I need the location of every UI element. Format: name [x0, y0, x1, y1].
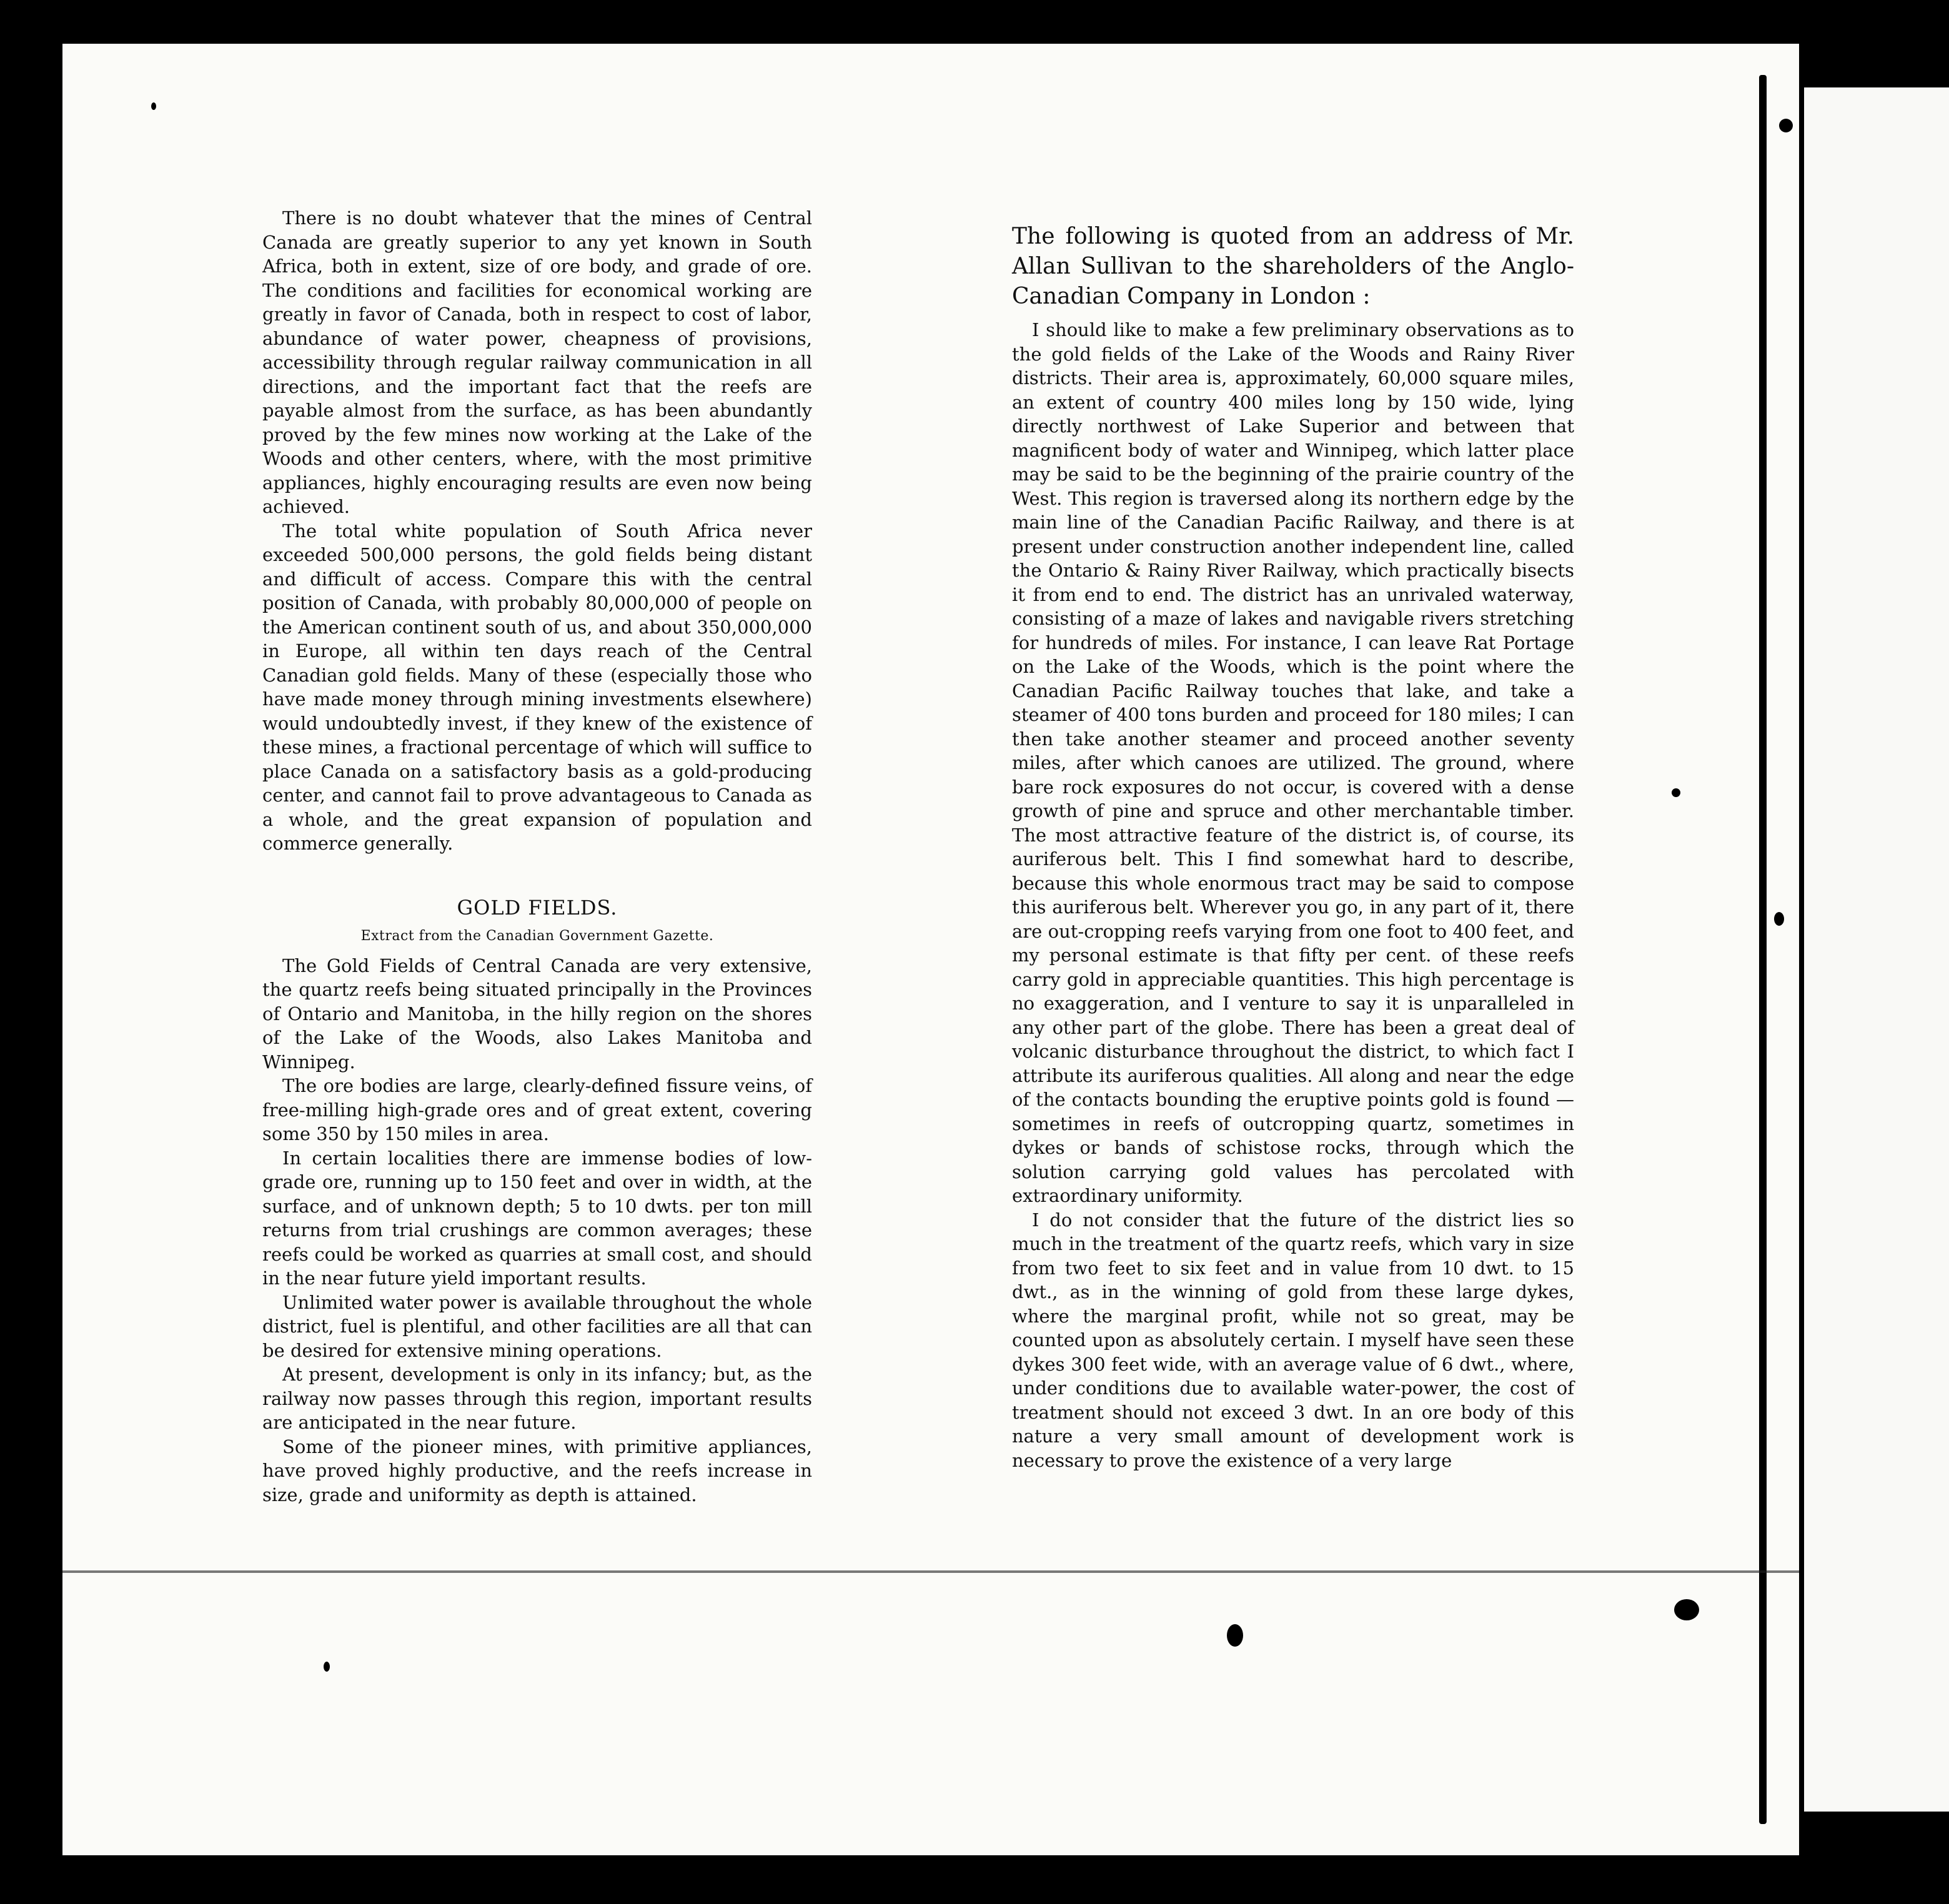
section-paragraph-6: Some of the pioneer mines, with primitive appliances, have proved highly productive, and the reefs increase in size, grade and uniformity as depth is attained.: [262, 1435, 812, 1505]
left-paragraph-1: There is no doubt whatever that the mines of Central Canada are greatly superior to any yet known in South Africa, both in extent, size of ore body, and grade of ore. The conditions and facilities for economical working are greatly in favor of Canada, both in respect to cost of labor, abundance of water power, cheapness of provisions, accessibility through regular railway communication in all directions, and the important fact that the reefs are payable almost from the surface, as has been abundantly proved by the few mines now working at the Lake of the Woods and other centers, where, with the most primitive appliances, highly encouraging results are even now being achieved.: [262, 207, 812, 517]
section-paragraph-3: In certain localities there are immense bodies of low-grade ore, running up to 150 feet and over in width, at the surface, and of unknown depth; 5 to 10 dwts. per ton mill returns from trial crushings are common averages; these reefs could be worked as quarries at small cost, and should in the near future yield important results.: [262, 1147, 812, 1289]
right-paragraph-2: I do not consider that the future of the district lies so much in the treatment of the quartz reefs, which vary in size from two feet to six feet and in value from 10 dwt. to 15 dwt., as in the winning of gold from these large dykes, where the marginal profit, while not so great, may be counted upon as absolutely certain. I myself have seen these dykes 300 feet wide, with an average value of 6 dwt., where, under conditions due to available water-power, the cost of treatment should not exceed 3 dwt. In an ore body of this nature a very small amount of development work is necessary to prove the existence of a very large: [1012, 1209, 1574, 1471]
scan-speck: [324, 1662, 330, 1672]
quote-introduction: The following is quoted from an address of Mr. Allan Sullivan to the shareholders of the Anglo-Canadian Company in London :: [1012, 224, 1574, 309]
left-paragraph-2: The total white population of South Africa never exceeded 500,000 persons, the gold fields being distant and difficult of access. Compare this with the central position of Canada, with probably 80,000,000 of people on the American continent south of us, and about 350,000,000 in Europe, all within ten days reach of the Central Canadian gold fields. Many of these (especially those who have made money through mining investments elsewhere) would undoubtedly invest, if they knew of the existence of these mines, a fractional percentage of which will suffice to place Canada on a satisfactory basis as a gold-producing center, and cannot fail to prove advantageous to Canada as a whole, and the great expansion of population and commerce generally.: [262, 520, 812, 854]
scan-speck: [1227, 1624, 1243, 1647]
scan-speck: [1674, 1599, 1699, 1620]
left-page-column: [262, 206, 812, 1507]
scan-speck: [151, 102, 156, 110]
scan-fold-line: [62, 1570, 1799, 1573]
next-page-edge: [1804, 87, 1949, 1812]
section-paragraph-4: Unlimited water power is available throughout the whole district, fuel is plentiful, and other facilities are all that can be desired for extensive mining operations.: [262, 1291, 812, 1361]
section-subheading: Extract from the Canadian Government Gazette.: [360, 928, 714, 944]
right-paragraph-1: I should like to make a few preliminary observations as to the gold fields of the Lake of the Woods and Rainy River districts. Their area is, approximately, 60,000 square miles, an extent of country 400 miles long by 150 wide, lying directly northwest of Lake Superior and between that magnificent body of water and Winnipeg, which latter place may be said to be the beginning of the prairie country of the West. This region is traversed along its northern edge by the main line of the Canadian Pacific Railway, and there is at present under construction another independent line, called the Ontario & Rainy River Railway, which practically bisects it from end to end. The district has an unrivaled waterway, consisting of a maze of lakes and navigable rivers stretching for hundreds of miles. For instance, I can leave Rat Portage on the Lake of the Woods, which is the point where the Canadian Pacific Railway touches that lake, and take a steamer of 400 tons burden and proceed for 180 miles; I can then take another steamer and proceed another seventy miles, after which canoes are utilized. The ground, where bare rock exposures do not occur, is covered with a dense growth of pine and spruce and other merchantable timber. The most attractive feature of the district is, of course, its auriferous belt. This I find somewhat hard to describe, because this whole enormous tract may be said to compose this auriferous belt. Wherever you go, in any part of it, there are out-cropping reefs varying from one foot to 400 feet, and my personal estimate is that fifty per cent. of these reefs carry gold in appreciable quantities. This high percentage is no exaggeration, and I venture to say it is unparalleled in any other part of the globe. There has been a great deal of volcanic disturbance throughout the district, to which fact I attribute its auriferous qualities. All along and near the edge of the contacts bounding the eruptive points gold is found — sometimes in reefs of outcropping quartz, sometimes in dykes or bands of schistose rocks, through which the solution carrying gold values has percolated with extraordinary uniformity.: [1012, 319, 1574, 1206]
scan-speck: [1672, 788, 1680, 797]
section-paragraph-5: At present, development is only in its infancy; but, as the railway now passes through this region, important results are anticipated in the near future.: [262, 1364, 812, 1433]
page-gutter-line: [1759, 75, 1767, 1824]
right-page-column: [1012, 222, 1574, 1472]
scan-speck: [1774, 912, 1784, 926]
section-paragraph-2: The ore bodies are large, clearly-defined fissure veins, of free-milling high-grade ores and of great extent, covering some 350 by 150 miles in area.: [262, 1075, 812, 1144]
section-paragraph-1: The Gold Fields of Central Canada are very extensive, the quartz reefs being situated principally in the Provinces of Ontario and Manitoba, in the hilly region on the shores of the Lake of the Woods, also Lakes Manitoba and Winnipeg.: [262, 954, 812, 1073]
scan-speck: [1779, 119, 1793, 132]
section-heading: GOLD FIELDS.: [457, 895, 618, 920]
